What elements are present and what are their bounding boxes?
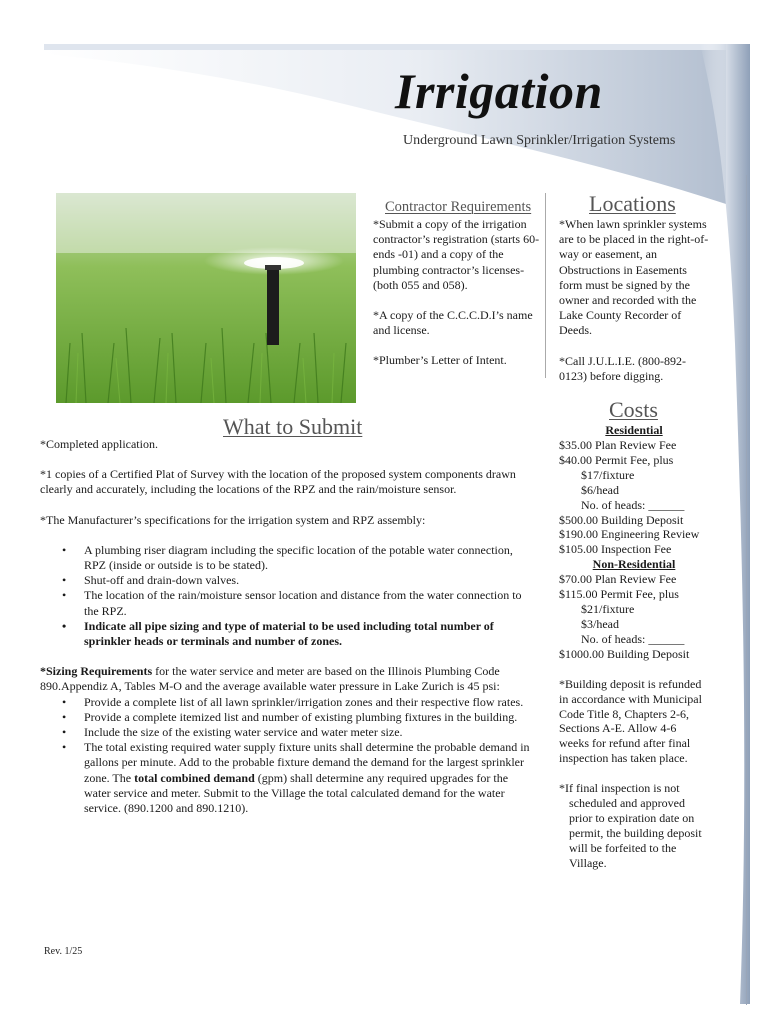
final-inspection-note: *If final inspection is not scheduled and approved prior to expiration date on permit, the building deposit will be forfeited to the Village.: [559, 781, 702, 870]
locations-text: [559, 217, 709, 384]
nonresidential-heads: No. of heads: ______: [581, 631, 685, 646]
submit-completed-application: *Completed application.: [40, 437, 158, 451]
sizing-requirements-text: for the water service and meter are based on the Illinois Plumbing Code 890.Appendiz A, Tables M-O and the average available water pressure in Lake Zurich is 45 psi:: [40, 664, 500, 694]
submit-manufacturer-specs: *The Manufacturer’s specifications for the irrigation system and RPZ assembly:: [40, 512, 426, 527]
list-item: [40, 740, 535, 816]
residential-per-head: $6/head: [581, 482, 619, 497]
contractor-item-2: *A copy of the C.C.C.D.I’s name and license.: [373, 308, 533, 338]
nonresidential-per-head: $3/head: [581, 616, 619, 631]
residential-plan-review: $35.00 Plan Review Fee: [559, 438, 677, 452]
locations-item-1: *When lawn sprinkler systems are to be placed in the right-of-way or easement, an Obstructions in Easements form must be signed by the owner and recorded with the Lake County Recorder of Deeds.: [559, 217, 709, 338]
nonresidential-heading: Non-Residential: [592, 557, 676, 572]
nonresidential-permit: $115.00 Permit Fee, plus: [559, 587, 679, 602]
nonresidential-per-fixture: $21/fixture: [581, 602, 635, 617]
list-item: • The location of the rain/moisture sensor location and distance from the water connection to the RPZ.: [40, 588, 535, 618]
residential-heads: No. of heads: ______: [581, 497, 685, 512]
list-item: • Indicate all pipe sizing and type of material to be used including total number of sprinkler heads or terminals and number of zones.: [40, 619, 535, 649]
costs-body: [559, 423, 709, 871]
column-divider: [545, 193, 546, 378]
sizing-requirements-label: *Sizing Requirements: [40, 664, 153, 679]
what-to-submit-heading: What to Submit: [223, 414, 363, 439]
contractor-requirements-heading: Contractor Requirements: [385, 199, 532, 215]
revision-label: Rev. 1/25: [44, 946, 83, 957]
sizing-requirements-list: [40, 695, 535, 817]
sprinkler-photo: [56, 193, 356, 403]
contractor-item-1: *Submit a copy of the irrigation contractor’s registration (starts 60- ends -01) and a copy of the plumbing contractor’s licenses- (both 055 and 058).: [373, 217, 540, 292]
submit-plat-of-survey: *1 copies of a Certified Plat of Survey with the location of the proposed system components drawn clearly and accurately, including the locations of the RPZ and the rain/moisture sensor.: [40, 467, 516, 497]
locations-heading: Locations: [589, 191, 676, 216]
demand-text-a: The total existing required water supply fixture units shall determine the probable demand in gallons per minute. Add to the probable fixture demand the demand for the largest sprinkler zone. The: [84, 740, 530, 785]
costs-heading: Costs: [609, 397, 658, 422]
locations-item-2: *Call J.U.L.I.E. (800-892-0123) before digging.: [559, 353, 686, 383]
page-title: Irrigation: [395, 63, 603, 119]
page-subtitle: Underground Lawn Sprinkler/Irrigation Systems: [403, 133, 676, 148]
list-item: • Provide a complete list of all lawn sprinkler/irrigation zones and their respective flow rates.: [40, 695, 535, 710]
demand-text-b: (gpm) shall determine any required upgrades for the water service and meter. Submit to the Village the total calculated demand for the water service. (890.1200 and 890.1210).: [84, 770, 509, 816]
residential-permit: $40.00 Permit Fee, plus: [559, 452, 674, 467]
nonresidential-deposit: $1000.00 Building Deposit: [559, 646, 690, 661]
contractor-requirements-text: [373, 217, 545, 369]
what-to-submit-body: [40, 437, 535, 816]
decorative-vertical-line: [746, 175, 747, 1005]
manufacturer-specs-list: [40, 543, 535, 649]
list-item: • Provide a complete itemized list and number of existing plumbing fixtures in the building.: [40, 710, 535, 725]
total-combined-demand-label: total combined demand: [134, 770, 255, 785]
residential-deposit: $500.00 Building Deposit: [559, 512, 684, 527]
sizing-requirements-paragraph: [40, 664, 535, 694]
residential-heading: Residential: [605, 423, 663, 437]
residential-per-fixture: $17/fixture: [581, 467, 635, 482]
list-item: • Shut-off and drain-down valves.: [40, 573, 535, 588]
contractor-item-3: *Plumber’s Letter of Intent.: [373, 353, 507, 368]
list-item: • Include the size of the existing water service and water meter size.: [40, 725, 535, 740]
residential-engineering: $190.00 Engineering Review $105.00 Inspection Fee: [559, 527, 700, 557]
deposit-refund-note: *Building deposit is refunded in accordance with Municipal Code Title 8, Chapters 2-6, Sections A-E. Allow 4-6 weeks for refund after final inspection has taken place.: [559, 676, 702, 766]
list-item: • A plumbing riser diagram including the specific location of the potable water connection, RPZ (inside or outside is to be stated).: [40, 543, 535, 573]
nonresidential-plan-review: $70.00 Plan Review Fee: [559, 572, 677, 587]
decorative-swoosh-top: [44, 44, 726, 204]
